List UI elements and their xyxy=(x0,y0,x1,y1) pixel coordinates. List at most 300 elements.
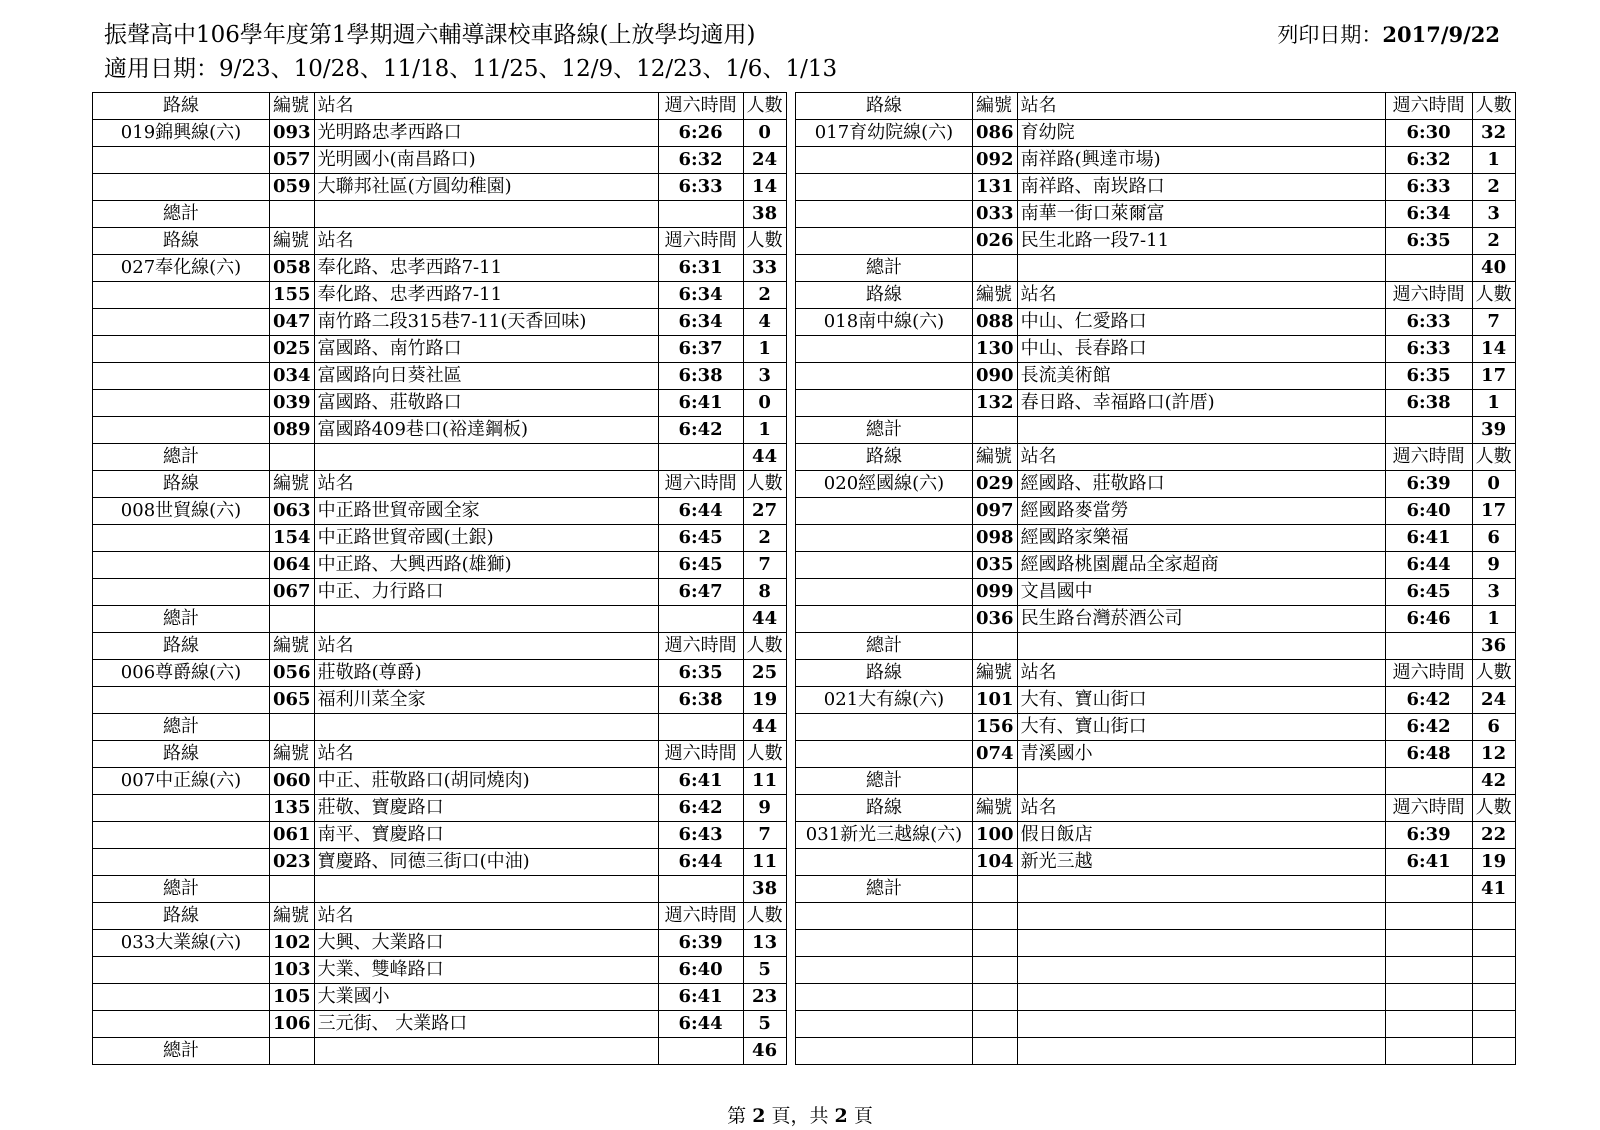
stop-name: 經國路家樂福 xyxy=(1017,525,1385,552)
stop-time: 6:35 xyxy=(658,660,743,687)
passenger-count: 8 xyxy=(743,579,786,606)
right-schedule-table xyxy=(795,92,1516,1065)
empty-cell xyxy=(796,1038,973,1065)
count-column-header: 人數 xyxy=(743,228,786,255)
passenger-count: 11 xyxy=(743,849,786,876)
passenger-count: 6 xyxy=(1472,714,1515,741)
time-column-header: 週六時間 xyxy=(658,471,743,498)
empty-cell xyxy=(1385,633,1472,660)
route-column-header: 路線 xyxy=(796,660,973,687)
total-label: 總計 xyxy=(93,876,270,903)
stop-row xyxy=(796,525,1516,552)
stop-name: 青溪國小 xyxy=(1017,741,1385,768)
count-column-header: 人數 xyxy=(1472,93,1515,120)
passenger-count: 22 xyxy=(1472,822,1515,849)
passenger-count: 0 xyxy=(1472,471,1515,498)
empty-cell xyxy=(93,984,270,1011)
stop-time: 6:41 xyxy=(658,984,743,1011)
total-row xyxy=(93,876,787,903)
stop-name: 寶慶路、同德三街口(中油) xyxy=(314,849,658,876)
empty-cell xyxy=(93,687,270,714)
stop-name: 經國路麥當勞 xyxy=(1017,498,1385,525)
empty-cell xyxy=(93,390,270,417)
page-total: 2 xyxy=(834,1105,848,1127)
empty-cell xyxy=(796,552,973,579)
empty-cell xyxy=(1017,1011,1385,1038)
stop-row xyxy=(93,417,787,444)
passenger-count: 1 xyxy=(1472,606,1515,633)
stop-column-header: 站名 xyxy=(314,93,658,120)
empty-cell xyxy=(796,714,973,741)
empty-cell xyxy=(1017,417,1385,444)
stop-code: 063 xyxy=(270,498,315,525)
stop-row xyxy=(796,498,1516,525)
page-suffix: 頁 xyxy=(847,1105,873,1127)
stop-time: 6:42 xyxy=(1385,714,1472,741)
stop-code: 156 xyxy=(973,714,1018,741)
stop-row xyxy=(93,957,787,984)
empty-cell xyxy=(1017,255,1385,282)
empty-cell xyxy=(93,363,270,390)
empty-cell xyxy=(1472,957,1515,984)
route-column-header: 路線 xyxy=(93,471,270,498)
empty-cell xyxy=(1385,903,1472,930)
total-count: 36 xyxy=(1472,633,1515,660)
table-header-row xyxy=(93,741,787,768)
empty-cell xyxy=(1017,633,1385,660)
passenger-count: 1 xyxy=(743,336,786,363)
empty-cell xyxy=(973,1038,1018,1065)
empty-cell xyxy=(314,606,658,633)
stop-time: 6:39 xyxy=(1385,471,1472,498)
count-column-header: 人數 xyxy=(743,93,786,120)
stop-row xyxy=(93,930,787,957)
stop-name: 南祥路、南崁路口 xyxy=(1017,174,1385,201)
stop-row xyxy=(796,741,1516,768)
stop-name: 民生路台灣菸酒公司 xyxy=(1017,606,1385,633)
code-column-header: 編號 xyxy=(270,228,315,255)
blank-row xyxy=(796,984,1516,1011)
empty-cell xyxy=(314,201,658,228)
stop-row xyxy=(796,363,1516,390)
empty-cell xyxy=(270,1038,315,1065)
code-column-header: 編號 xyxy=(973,93,1018,120)
stop-column-header: 站名 xyxy=(1017,444,1385,471)
empty-cell xyxy=(93,525,270,552)
route-column-header: 路線 xyxy=(93,741,270,768)
stop-name: 經國路、莊敬路口 xyxy=(1017,471,1385,498)
stop-column-header: 站名 xyxy=(1017,795,1385,822)
total-row xyxy=(796,768,1516,795)
empty-cell xyxy=(796,390,973,417)
stop-column-header: 站名 xyxy=(314,741,658,768)
total-label: 總計 xyxy=(796,876,973,903)
time-column-header: 週六時間 xyxy=(658,93,743,120)
passenger-count: 7 xyxy=(743,552,786,579)
passenger-count: 23 xyxy=(743,984,786,1011)
stop-name: 三元街、 大業路口 xyxy=(314,1011,658,1038)
count-column-header: 人數 xyxy=(743,741,786,768)
empty-cell xyxy=(1385,876,1472,903)
stop-code: 154 xyxy=(270,525,315,552)
stop-time: 6:44 xyxy=(658,498,743,525)
empty-cell xyxy=(93,552,270,579)
empty-cell xyxy=(973,633,1018,660)
time-column-header: 週六時間 xyxy=(658,903,743,930)
time-column-header: 週六時間 xyxy=(658,633,743,660)
stop-name: 經國路桃園麗品全家超商 xyxy=(1017,552,1385,579)
route-column-header: 路線 xyxy=(796,795,973,822)
code-column-header: 編號 xyxy=(270,903,315,930)
stop-time: 6:32 xyxy=(1385,147,1472,174)
time-column-header: 週六時間 xyxy=(1385,795,1472,822)
count-column-header: 人數 xyxy=(1472,282,1515,309)
time-column-header: 週六時間 xyxy=(1385,282,1472,309)
passenger-count: 5 xyxy=(743,957,786,984)
empty-cell xyxy=(973,984,1018,1011)
empty-cell xyxy=(1017,1038,1385,1065)
empty-cell xyxy=(796,903,973,930)
stop-time: 6:41 xyxy=(1385,849,1472,876)
stop-code: 132 xyxy=(973,390,1018,417)
stop-time: 6:38 xyxy=(658,363,743,390)
stop-name: 中山、仁愛路口 xyxy=(1017,309,1385,336)
empty-cell xyxy=(658,444,743,471)
route-column-header: 路線 xyxy=(93,633,270,660)
table-header-row xyxy=(93,903,787,930)
stop-row xyxy=(93,795,787,822)
route-name: 020經國線(六) xyxy=(796,471,973,498)
stop-time: 6:38 xyxy=(1385,390,1472,417)
stop-name: 南華一街口萊爾富 xyxy=(1017,201,1385,228)
passenger-count: 11 xyxy=(743,768,786,795)
stop-name: 大業、雙峰路口 xyxy=(314,957,658,984)
passenger-count: 33 xyxy=(743,255,786,282)
empty-cell xyxy=(658,1038,743,1065)
stop-time: 6:47 xyxy=(658,579,743,606)
stop-row xyxy=(796,822,1516,849)
stop-column-header: 站名 xyxy=(314,903,658,930)
code-column-header: 編號 xyxy=(973,444,1018,471)
total-row xyxy=(93,606,787,633)
stop-code: 029 xyxy=(973,471,1018,498)
code-column-header: 編號 xyxy=(973,795,1018,822)
total-row xyxy=(796,633,1516,660)
empty-cell xyxy=(314,444,658,471)
total-count: 46 xyxy=(743,1038,786,1065)
stop-time: 6:44 xyxy=(658,1011,743,1038)
route-name: 006尊爵線(六) xyxy=(93,660,270,687)
stop-code: 106 xyxy=(270,1011,315,1038)
stop-name: 民生北路一段7-11 xyxy=(1017,228,1385,255)
passenger-count: 3 xyxy=(1472,201,1515,228)
empty-cell xyxy=(270,876,315,903)
route-name: 007中正線(六) xyxy=(93,768,270,795)
table-header-row xyxy=(93,471,787,498)
stop-time: 6:38 xyxy=(658,687,743,714)
stop-time: 6:41 xyxy=(658,390,743,417)
empty-cell xyxy=(796,201,973,228)
stop-time: 6:37 xyxy=(658,336,743,363)
stop-column-header: 站名 xyxy=(314,471,658,498)
stop-code: 100 xyxy=(973,822,1018,849)
route-column-header: 路線 xyxy=(796,93,973,120)
stop-name: 大業國小 xyxy=(314,984,658,1011)
passenger-count: 19 xyxy=(743,687,786,714)
stop-name: 文昌國中 xyxy=(1017,579,1385,606)
blank-row xyxy=(796,930,1516,957)
stop-name: 中正、力行路口 xyxy=(314,579,658,606)
stop-code: 064 xyxy=(270,552,315,579)
stop-column-header: 站名 xyxy=(1017,282,1385,309)
passenger-count: 32 xyxy=(1472,120,1515,147)
print-date xyxy=(1277,20,1500,50)
stop-row xyxy=(93,1011,787,1038)
stop-code: 065 xyxy=(270,687,315,714)
stop-row xyxy=(93,525,787,552)
empty-cell xyxy=(658,714,743,741)
route-name: 018南中線(六) xyxy=(796,309,973,336)
stop-row xyxy=(796,606,1516,633)
total-label: 總計 xyxy=(796,417,973,444)
code-column-header: 編號 xyxy=(270,471,315,498)
stop-time: 6:33 xyxy=(1385,309,1472,336)
code-column-header: 編號 xyxy=(270,741,315,768)
stop-time: 6:33 xyxy=(1385,174,1472,201)
empty-cell xyxy=(93,795,270,822)
total-count: 44 xyxy=(743,606,786,633)
stop-name: 假日飯店 xyxy=(1017,822,1385,849)
left-table-body xyxy=(93,93,787,1065)
stop-row xyxy=(796,228,1516,255)
stop-code: 103 xyxy=(270,957,315,984)
empty-cell xyxy=(796,741,973,768)
table-header-row xyxy=(93,633,787,660)
passenger-count: 9 xyxy=(743,795,786,822)
blank-row xyxy=(796,957,1516,984)
stop-time: 6:34 xyxy=(658,309,743,336)
empty-cell xyxy=(658,201,743,228)
stop-time: 6:30 xyxy=(1385,120,1472,147)
passenger-count: 6 xyxy=(1472,525,1515,552)
time-column-header: 週六時間 xyxy=(1385,660,1472,687)
route-name: 033大業線(六) xyxy=(93,930,270,957)
total-label: 總計 xyxy=(93,1038,270,1065)
empty-cell xyxy=(93,579,270,606)
stop-time: 6:33 xyxy=(1385,336,1472,363)
empty-cell xyxy=(1472,984,1515,1011)
passenger-count: 1 xyxy=(743,417,786,444)
empty-cell xyxy=(796,606,973,633)
empty-cell xyxy=(1385,1011,1472,1038)
stop-time: 6:46 xyxy=(1385,606,1472,633)
stop-row xyxy=(93,390,787,417)
empty-cell xyxy=(796,498,973,525)
stop-name: 長流美術館 xyxy=(1017,363,1385,390)
route-column-header: 路線 xyxy=(796,444,973,471)
empty-cell xyxy=(93,417,270,444)
route-name: 021大有線(六) xyxy=(796,687,973,714)
stop-code: 093 xyxy=(270,120,315,147)
passenger-count: 12 xyxy=(1472,741,1515,768)
stop-code: 039 xyxy=(270,390,315,417)
stop-code: 036 xyxy=(973,606,1018,633)
page-footer xyxy=(0,1104,1600,1128)
stop-code: 101 xyxy=(973,687,1018,714)
empty-cell xyxy=(270,201,315,228)
total-row xyxy=(796,255,1516,282)
stop-code: 099 xyxy=(973,579,1018,606)
route-column-header: 路線 xyxy=(93,903,270,930)
route-name: 027奉化線(六) xyxy=(93,255,270,282)
stop-name: 奉化路、忠孝西路7-11 xyxy=(314,282,658,309)
total-label: 總計 xyxy=(796,255,973,282)
stop-row xyxy=(93,309,787,336)
document-title: 振聲高中106學年度第1學期週六輔導課校車路線(上放學均適用) xyxy=(104,22,756,48)
total-row xyxy=(796,876,1516,903)
stop-name: 中正、莊敬路口(胡同燒肉) xyxy=(314,768,658,795)
stop-time: 6:44 xyxy=(1385,552,1472,579)
empty-cell xyxy=(93,957,270,984)
stop-column-header: 站名 xyxy=(1017,93,1385,120)
code-column-header: 編號 xyxy=(973,660,1018,687)
stop-code: 090 xyxy=(973,363,1018,390)
total-label: 總計 xyxy=(93,201,270,228)
stop-name: 福利川菜全家 xyxy=(314,687,658,714)
route-column-header: 路線 xyxy=(93,93,270,120)
stop-row xyxy=(796,687,1516,714)
passenger-count: 17 xyxy=(1472,363,1515,390)
passenger-count: 4 xyxy=(743,309,786,336)
passenger-count: 27 xyxy=(743,498,786,525)
stop-name: 中山、長春路口 xyxy=(1017,336,1385,363)
stop-time: 6:40 xyxy=(658,957,743,984)
passenger-count: 7 xyxy=(743,822,786,849)
stop-row xyxy=(93,147,787,174)
count-column-header: 人數 xyxy=(1472,795,1515,822)
stop-row xyxy=(796,147,1516,174)
passenger-count: 2 xyxy=(1472,228,1515,255)
stop-name: 南平、寶慶路口 xyxy=(314,822,658,849)
total-count: 39 xyxy=(1472,417,1515,444)
stop-time: 6:33 xyxy=(658,174,743,201)
stop-row xyxy=(93,336,787,363)
empty-cell xyxy=(1472,903,1515,930)
stop-code: 057 xyxy=(270,147,315,174)
stop-row xyxy=(93,687,787,714)
right-table-body xyxy=(796,93,1516,1065)
empty-cell xyxy=(1017,930,1385,957)
stop-row xyxy=(796,336,1516,363)
table-header-row xyxy=(796,795,1516,822)
total-label: 總計 xyxy=(93,714,270,741)
route-name: 031新光三越線(六) xyxy=(796,822,973,849)
passenger-count: 2 xyxy=(743,525,786,552)
stop-row xyxy=(93,579,787,606)
stop-code: 047 xyxy=(270,309,315,336)
stop-row xyxy=(93,768,787,795)
stop-row xyxy=(93,363,787,390)
empty-cell xyxy=(93,1011,270,1038)
empty-cell xyxy=(1472,1011,1515,1038)
passenger-count: 0 xyxy=(743,120,786,147)
stop-row xyxy=(796,471,1516,498)
stop-time: 6:35 xyxy=(1385,228,1472,255)
stop-time: 6:48 xyxy=(1385,741,1472,768)
total-row xyxy=(93,714,787,741)
stop-code: 060 xyxy=(270,768,315,795)
empty-cell xyxy=(796,147,973,174)
stop-name: 富國路409巷口(裕達鋼板) xyxy=(314,417,658,444)
passenger-count: 1 xyxy=(1472,147,1515,174)
empty-cell xyxy=(973,417,1018,444)
total-label: 總計 xyxy=(796,768,973,795)
blank-row xyxy=(796,1011,1516,1038)
empty-cell xyxy=(1385,768,1472,795)
stop-time: 6:34 xyxy=(1385,201,1472,228)
stop-name: 新光三越 xyxy=(1017,849,1385,876)
empty-cell xyxy=(314,714,658,741)
stop-row xyxy=(93,660,787,687)
total-count: 44 xyxy=(743,714,786,741)
stop-code: 059 xyxy=(270,174,315,201)
empty-cell xyxy=(973,768,1018,795)
stop-code: 026 xyxy=(973,228,1018,255)
empty-cell xyxy=(314,876,658,903)
count-column-header: 人數 xyxy=(743,903,786,930)
empty-cell xyxy=(1385,984,1472,1011)
stop-time: 6:34 xyxy=(658,282,743,309)
empty-cell xyxy=(1017,903,1385,930)
empty-cell xyxy=(1385,255,1472,282)
stop-name: 南竹路二段315巷7-11(天香回味) xyxy=(314,309,658,336)
count-column-header: 人數 xyxy=(743,471,786,498)
stop-code: 058 xyxy=(270,255,315,282)
table-header-row xyxy=(796,93,1516,120)
stop-name: 中正路世貿帝國全家 xyxy=(314,498,658,525)
total-row xyxy=(93,1038,787,1065)
empty-cell xyxy=(270,444,315,471)
code-column-header: 編號 xyxy=(270,633,315,660)
passenger-count: 17 xyxy=(1472,498,1515,525)
stop-time: 6:39 xyxy=(658,930,743,957)
route-name: 019錦興線(六) xyxy=(93,120,270,147)
passenger-count: 24 xyxy=(743,147,786,174)
stop-row xyxy=(93,282,787,309)
empty-cell xyxy=(93,822,270,849)
stop-name: 中正路、大興西路(雄獅) xyxy=(314,552,658,579)
stop-name: 奉化路、忠孝西路7-11 xyxy=(314,255,658,282)
print-date-value: 2017/9/22 xyxy=(1382,22,1500,47)
empty-cell xyxy=(1385,957,1472,984)
stop-code: 035 xyxy=(973,552,1018,579)
passenger-count: 13 xyxy=(743,930,786,957)
empty-cell xyxy=(658,606,743,633)
stop-time: 6:44 xyxy=(658,849,743,876)
stop-name: 南祥路(興達市場) xyxy=(1017,147,1385,174)
empty-cell xyxy=(973,903,1018,930)
passenger-count: 3 xyxy=(743,363,786,390)
stop-time: 6:32 xyxy=(658,147,743,174)
stop-name: 大有、寶山街口 xyxy=(1017,687,1385,714)
empty-cell xyxy=(1385,1038,1472,1065)
stop-row xyxy=(93,822,787,849)
code-column-header: 編號 xyxy=(973,282,1018,309)
total-count: 40 xyxy=(1472,255,1515,282)
empty-cell xyxy=(314,1038,658,1065)
empty-cell xyxy=(93,282,270,309)
empty-cell xyxy=(93,849,270,876)
